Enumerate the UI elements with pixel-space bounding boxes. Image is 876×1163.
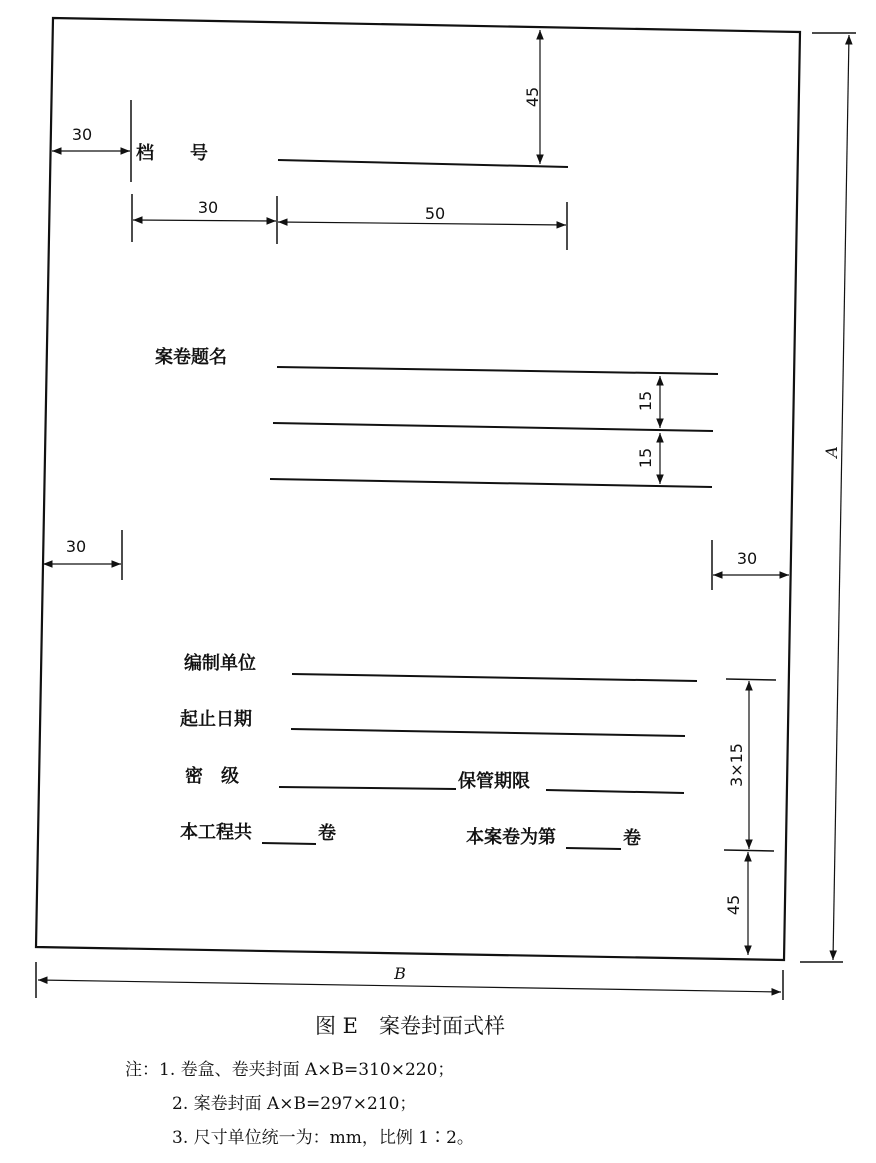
compiler-label: 编制单位 (184, 653, 256, 674)
note-1: 注：1. 卷盒、卷夹封面 A×B=310×220； (125, 1060, 455, 1080)
note-3: 3. 尺寸单位统一为：mm，比例 1∶2。 (172, 1128, 474, 1148)
figure-caption: 图 E 案卷封面式样 (314, 1014, 505, 1038)
dim-spacing-2-text: 15 (636, 447, 655, 469)
secret-level-label: 密 级 (185, 766, 239, 787)
bottom-block-ext-top (726, 679, 776, 680)
dim-height-text: A (822, 446, 841, 458)
dim-spacing-1-text: 15 (636, 390, 655, 412)
project-total-suffix: 卷 (318, 823, 336, 844)
dim-top-text: 45 (523, 86, 542, 108)
retention-line (546, 790, 684, 793)
secret-level-line (279, 787, 456, 789)
dim-line-length-text: 50 (424, 204, 446, 223)
dim-bottom-block-text: 3×15 (727, 743, 746, 787)
date-range-line (291, 729, 685, 736)
project-total-label: 本工程共 (180, 822, 252, 843)
dim-bottom-margin-text: 45 (724, 894, 743, 916)
dim-archive-left-text: 30 (71, 125, 93, 144)
this-volume-suffix: 卷 (623, 828, 641, 849)
case-title-label: 案卷题名 (155, 347, 227, 368)
dim-label-gap-text: 30 (197, 198, 219, 217)
bottom-block-ext-mid (724, 850, 774, 851)
dim-width-line (38, 980, 781, 992)
dim-right-margin-text: 30 (736, 549, 758, 568)
archive-number-line (278, 160, 568, 167)
archive-number-label: 档 号 (136, 143, 208, 164)
note-2: 2. 案卷封面 A×B=297×210； (172, 1094, 417, 1114)
dim-left-margin-text: 30 (65, 537, 87, 556)
dim-line-length-line (278, 222, 566, 225)
dim-height-line (833, 35, 849, 960)
dim-width-text: B (394, 964, 406, 983)
case-title-line-2 (273, 423, 713, 431)
date-range-label: 起止日期 (180, 709, 252, 730)
retention-label: 保管期限 (458, 771, 530, 792)
this-volume-line (566, 848, 621, 849)
dim-label-gap-line (133, 220, 276, 221)
this-volume-label: 本案卷为第 (466, 827, 556, 848)
compiler-line (292, 674, 697, 681)
case-title-line-1 (277, 367, 718, 374)
case-title-line-3 (270, 479, 712, 487)
project-total-line (262, 843, 316, 844)
